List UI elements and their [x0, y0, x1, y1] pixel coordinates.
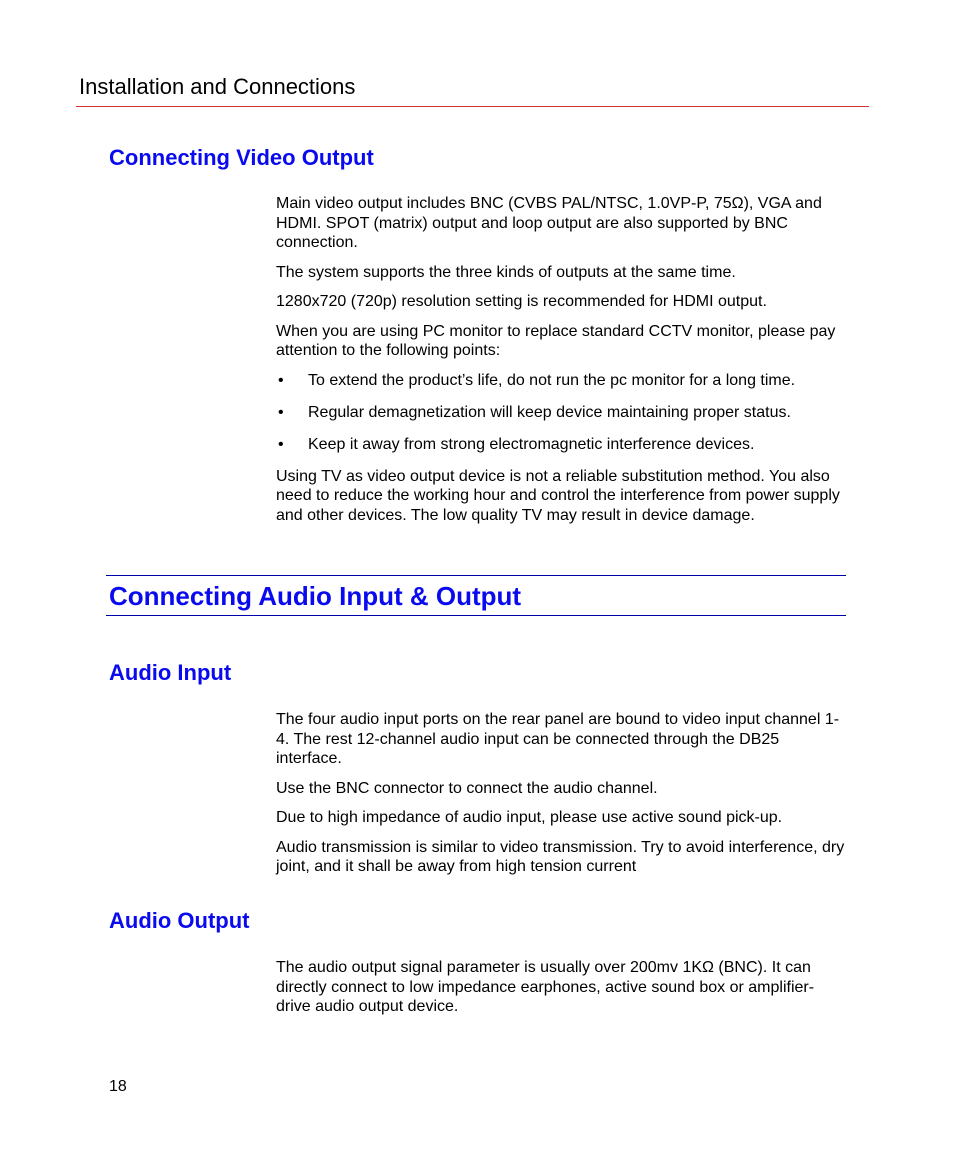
- heading-audio-input: Audio Input: [109, 660, 232, 685]
- paragraph: The audio output signal parameter is usually over 200mv 1KΩ (BNC). It can directly connect to low impedance earphones, active sound box or amplifier-drive audio output device.: [276, 959, 815, 1015]
- paragraph: The four audio input ports on the rear panel are bound to video input channel 1-4. The rest 12-channel audio input can be connected through the DB25 interface.: [276, 711, 840, 767]
- video-output-body: [276, 194, 848, 535]
- list-item: [276, 371, 848, 391]
- list-item-text: Keep it away from strong electromagnetic interference devices.: [308, 435, 755, 453]
- list-item: [276, 403, 848, 423]
- audio-output-body: [276, 958, 848, 1027]
- section-rule-top: [106, 575, 846, 576]
- list-item-text: Regular demagnetization will keep device maintaining proper status.: [308, 403, 791, 421]
- pc-monitor-bullet-list: [276, 371, 848, 455]
- paragraph: Due to high impedance of audio input, please use active sound pick-up.: [276, 809, 783, 826]
- list-item-text: To extend the product’s life, do not run the pc monitor for a long time.: [308, 371, 796, 389]
- bullet-icon: •: [278, 403, 284, 421]
- heading-connecting-video-output: Connecting Video Output: [109, 145, 374, 170]
- page-number: 18: [109, 1078, 127, 1095]
- section-rule-bottom: [106, 615, 846, 616]
- paragraph: Using TV as video output device is not a reliable substitution method. You also need to reduce the working hour and control the interference from power supply and other devices. The low quality TV may result in device damage.: [276, 467, 840, 524]
- bullet-icon: •: [278, 435, 284, 453]
- paragraph: When you are using PC monitor to replace standard CCTV monitor, please pay attention to the following points:: [276, 322, 836, 359]
- paragraph: Use the BNC connector to connect the audio channel.: [276, 779, 658, 797]
- running-header-title: Installation and Connections: [79, 74, 356, 99]
- audio-input-body: [276, 710, 848, 887]
- header-rule: [76, 106, 869, 107]
- paragraph: Audio transmission is similar to video transmission. Try to avoid interference, dry joint, and it shall be away from high tension current: [276, 838, 845, 875]
- heading-connecting-audio-input-output: Connecting Audio Input & Output: [109, 581, 522, 611]
- paragraph: 1280x720 (720p) resolution setting is recommended for HDMI output.: [276, 293, 767, 310]
- list-item: [276, 435, 848, 455]
- heading-audio-output: Audio Output: [109, 908, 250, 933]
- paragraph: The system supports the three kinds of outputs at the same time.: [276, 263, 736, 281]
- bullet-icon: •: [278, 371, 284, 389]
- paragraph: Main video output includes BNC (CVBS PAL/NTSC, 1.0VP-P, 75Ω), VGA and HDMI. SPOT (matrix) output and loop output are also supported by BNC connection.: [276, 195, 822, 251]
